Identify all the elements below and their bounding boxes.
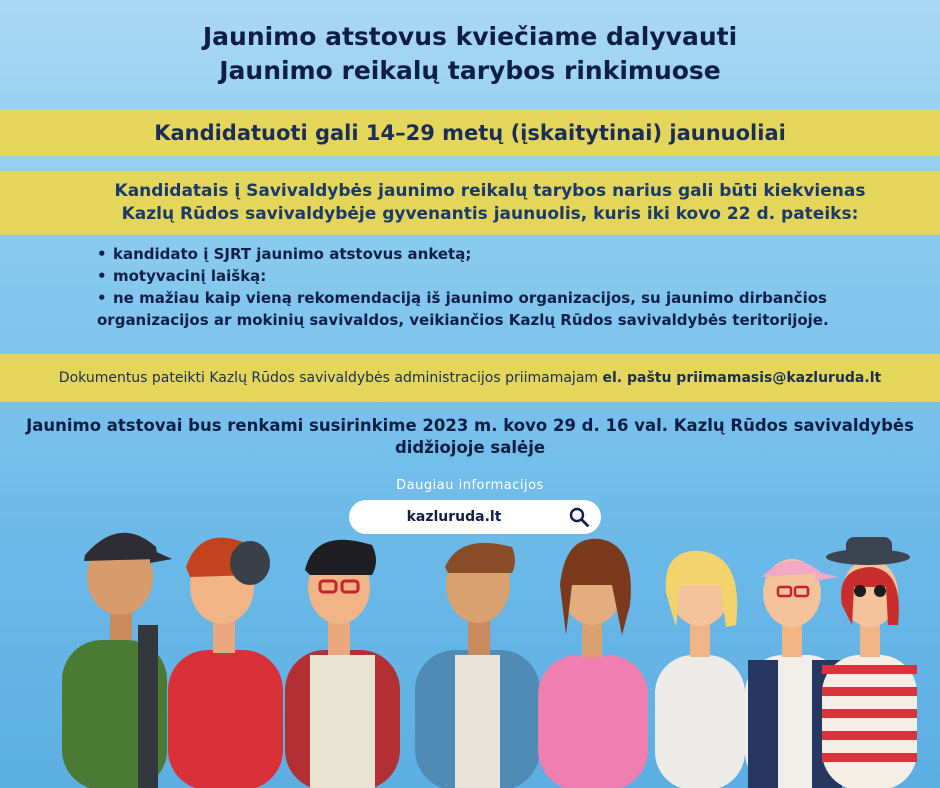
email-link[interactable]: el. paštu priimamasis@kazluruda.lt <box>602 370 882 386</box>
requirement-3: ne mažiau kaip vieną rekomendaciją iš jaunimo organizacijos, su jaunimo dirbančios <box>113 289 827 307</box>
person-5-illustration <box>538 539 648 788</box>
person-1-illustration <box>62 533 172 788</box>
person-2-illustration <box>168 538 283 788</box>
requirements-list <box>97 243 897 331</box>
person-6-illustration <box>655 551 745 788</box>
person-4-illustration <box>415 543 540 788</box>
page-title <box>0 20 940 88</box>
search-query[interactable]: kazluruda.lt <box>406 509 502 525</box>
age-band <box>0 110 940 156</box>
eligibility-line-2: Kazlų Rūdos savivaldybėje gyvenantis jaunuolis, kuris iki kovo 22 d. pateiks: <box>121 204 859 224</box>
bullet-icon: • <box>97 245 107 263</box>
title-line-2: Jaunimo reikalų tarybos rinkimuose <box>219 56 721 85</box>
documents-label: Dokumentus pateikti Kazlų Rūdos savivaldybės administracijos priimamajam <box>58 370 603 386</box>
bullet-icon: • <box>97 289 107 307</box>
more-info-label: Daugiau informacijos <box>396 478 544 493</box>
election-line-2: didžiojoje salėje <box>394 438 546 457</box>
bullet-icon: • <box>97 267 107 285</box>
eligibility-band <box>0 171 940 235</box>
eligibility-line-1: Kandidatais į Savivaldybės jaunimo reikalų tarybos narius gali būti kiekvienas <box>114 181 866 201</box>
eligibility-text <box>60 180 920 226</box>
election-line-1: Jaunimo atstovai bus renkami susirinkime 2023 m. kovo 29 d. 16 val. Kazlų Rūdos savivaldybės <box>26 416 914 435</box>
requirement-1: kandidato į SJRT jaunimo atstovus anketą; <box>113 245 472 263</box>
list-item <box>97 287 897 309</box>
list-item <box>97 243 897 265</box>
election-info <box>20 415 920 459</box>
age-band-text: Kandidatuoti gali 14–29 metų (įskaitytinai) jaunuoliai <box>154 121 786 145</box>
documents-band <box>0 354 940 402</box>
young-people-illustration <box>0 515 940 788</box>
requirement-2: motyvacinį laišką: <box>113 267 267 285</box>
documents-text <box>0 354 940 402</box>
list-item-continuation: organizacijos ar mokinių savivaldos, veikiančios Kazlų Rūdos savivaldybės teritorijoje. <box>97 311 829 329</box>
title-line-1: Jaunimo atstovus kviečiame dalyvauti <box>202 22 738 51</box>
list-item <box>97 265 897 287</box>
person-3-illustration <box>285 540 400 788</box>
